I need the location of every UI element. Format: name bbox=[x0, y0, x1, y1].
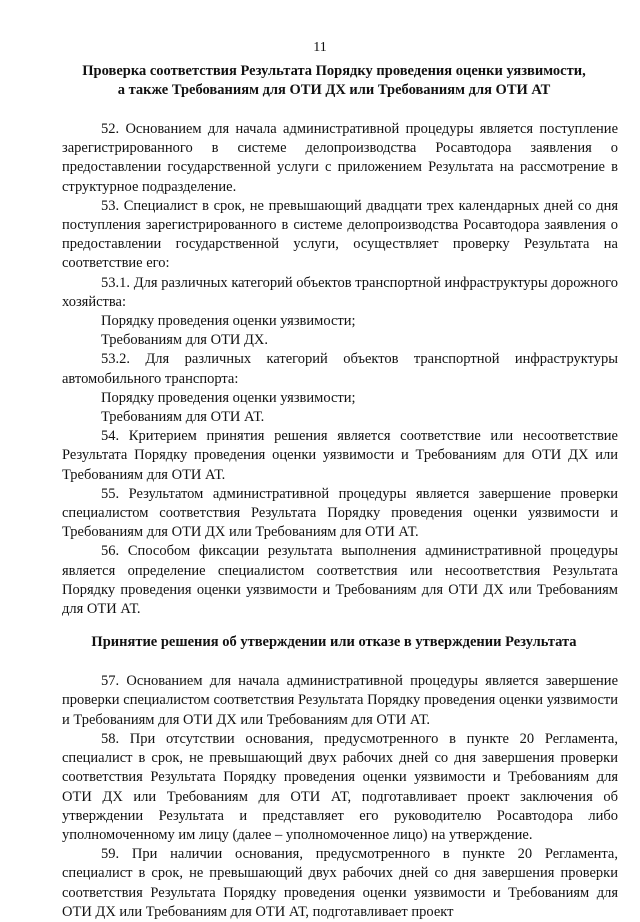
list-item: Порядку проведения оценки уязвимости; bbox=[101, 389, 356, 406]
list-item: Требованиям для ОТИ ДХ. bbox=[101, 332, 269, 349]
paragraph-54: 54. Критерием принятия решения является соответствие или несоответствие Результата Порядку проведения оценки уязвимости и Требованиям для ОТИ ДХ или Требованиям для ОТИ АТ. bbox=[62, 428, 618, 483]
paragraph-52: 52. Основанием для начала административной процедуры является поступление зарегистрированного в системе делопроизводства Росавтодора заявления о предоставлении государственной услуги с приложением Результата на рассмотрение в структурное подразделение. bbox=[62, 121, 618, 195]
paragraph-53-2: 53.2. Для различных категорий объектов транспортной инфраструктуры автомобильного транспорта: bbox=[62, 351, 618, 387]
section-heading-verification bbox=[50, 62, 618, 100]
paragraph-56: 56. Способом фиксации результата выполнения административной процедуры является определение специалистом соответствия или несоответствия Результата Порядку проведения оценки уязвимости и Требованиям для ОТИ ДХ или Требованиям для ОТИ АТ. bbox=[62, 543, 618, 618]
list-item: Порядку проведения оценки уязвимости; bbox=[101, 313, 356, 330]
section-heading-line-2: а также Требованиям для ОТИ ДХ или Требованиям для ОТИ АТ bbox=[117, 82, 551, 98]
paragraph-57: 57. Основанием для начала административной процедуры является завершение проверки специалистом соответствия Результата Порядку проведения оценки уязвимости и Требованиям для ОТИ ДХ или Требованиям для ОТИ АТ. bbox=[62, 673, 618, 728]
paragraph-59: 59. При наличии основания, предусмотренного в пункте 20 Регламента, специалист в срок, не превышающий двух рабочих дней со дня завершения проверки соответствия Результата Порядку проведения оценки уязвимости и Требованиям для ОТИ ДХ или Требованиям для ОТИ АТ, подготавливает проект bbox=[62, 846, 618, 920]
section-heading-line-1: Проверка соответствия Результата Порядку проведения оценки уязвимости, bbox=[82, 63, 586, 79]
page-number: 11 bbox=[313, 40, 327, 55]
paragraph-55: 55. Результатом административной процедуры является завершение проверки специалистом соответствия Результата Порядку проведения оценки уязвимости и Требованиям для ОТИ ДХ или Требованиям для ОТИ АТ. bbox=[62, 485, 618, 541]
paragraph-58: 58. При отсутствии основания, предусмотренного в пункте 20 Регламента, специалист в срок, не превышающий двух рабочих дней со дня завершения проверки соответствия Результата Порядку проведения оценки уязвимости и Требованиям для ОТИ ДХ или Требованиям для ОТИ АТ, подготавливает проект заключения об утверждении Результата и представляет его руководителю Росавтодора либо уполномоченному им лицу (далее – уполномоченное лицо) на утверждение. bbox=[62, 730, 618, 843]
paragraph-53: 53. Специалист в срок, не превышающий двадцати трех календарных дней со дня поступления зарегистрированного в системе делопроизводства Росавтодора заявления о предоставлении государственной услуги, осуществляет проверку Результата на соответствие его: bbox=[62, 197, 618, 272]
list-item: Требованиям для ОТИ АТ. bbox=[101, 409, 265, 426]
section-heading-decision: Принятие решения об утверждении или отказе в утверждении Результата bbox=[91, 634, 577, 651]
paragraph-53-1: 53.1. Для различных категорий объектов транспортной инфраструктуры дорожного хозяйства: bbox=[62, 274, 618, 310]
